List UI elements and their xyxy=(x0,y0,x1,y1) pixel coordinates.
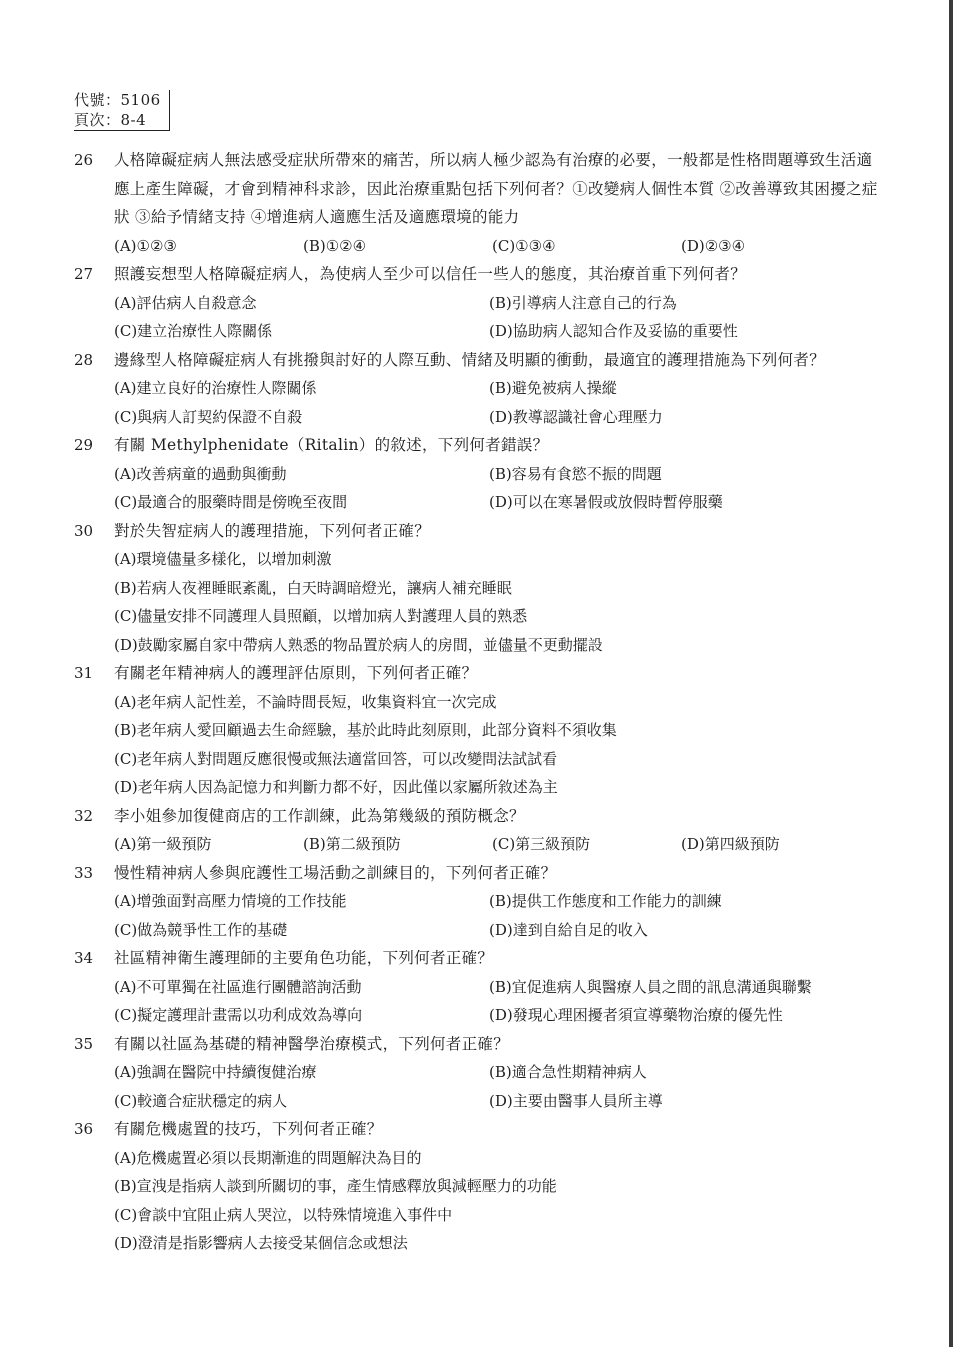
option-b: (B)避免被病人操縱 xyxy=(489,379,617,397)
option-row xyxy=(114,602,884,631)
option-row xyxy=(114,317,884,346)
option-c: (C)建立治療性人際關係 xyxy=(114,322,273,340)
question-list xyxy=(74,146,884,1258)
option-c: (C)做為競爭性工作的基礎 xyxy=(114,920,288,939)
option-d: (D)②③④ xyxy=(681,236,746,255)
question-number: 34 xyxy=(74,949,94,967)
option-d: (D)發現心理困擾者須宣導藥物治療的優先性 xyxy=(489,1006,783,1024)
option-row xyxy=(114,289,884,318)
option-d: (D)澄清是指影響病人去接受某個信念或想法 xyxy=(114,1234,408,1252)
option-row xyxy=(114,232,884,261)
question-32 xyxy=(74,802,884,859)
question-stem: 人格障礙症病人無法感受症狀所帶來的痛苦，所以病人極少認為有治療的必要，一般都是性格問題導致生活適應上產生障礙，才會到精神科求診，因此治療重點包括下列何者？①改變病人個性本質 ②改善導致其困擾之症狀 ③給予情緒支持 ④增進病人適應生活及適應環境的能力 xyxy=(114,151,878,226)
option-d: (D)老年病人因為記憶力和判斷力都不好，因此僅以家屬所敘述為主 xyxy=(114,778,558,796)
option-row xyxy=(114,1001,884,1030)
question-34 xyxy=(74,944,884,1030)
option-row xyxy=(114,887,884,916)
option-b: (B)老年病人愛回顧過去生命經驗，基於此時此刻原則，此部分資料不須收集 xyxy=(114,721,617,739)
option-a: (A)老年病人記性差，不論時間長短，收集資料宜一次完成 xyxy=(114,692,497,711)
question-26 xyxy=(74,146,884,260)
option-row xyxy=(114,1201,884,1230)
option-a: (A)評估病人自殺意念 xyxy=(114,293,257,312)
option-row xyxy=(114,460,884,489)
option-b: (B)第二級預防 xyxy=(303,835,401,853)
option-b: (B)適合急性期精神病人 xyxy=(489,1063,647,1081)
option-b: (B)提供工作態度和工作能力的訓練 xyxy=(489,892,722,910)
option-a: (A)改善病童的過動與衝動 xyxy=(114,464,287,483)
question-35 xyxy=(74,1030,884,1116)
option-row xyxy=(114,1144,884,1173)
option-c: (C)老年病人對問題反應很慢或無法適當回答，可以改變問法試試看 xyxy=(114,749,558,768)
option-d: (D)第四級預防 xyxy=(681,835,780,853)
option-row xyxy=(114,830,884,859)
question-number: 29 xyxy=(74,436,94,454)
option-row xyxy=(114,1229,884,1258)
option-row xyxy=(114,374,884,403)
option-row xyxy=(114,773,884,802)
option-d: (D)達到自給自足的收入 xyxy=(489,920,648,939)
option-c: (C)第三級預防 xyxy=(492,835,591,853)
option-a: (A)危機處置必須以長期漸進的問題解決為目的 xyxy=(114,1148,422,1167)
question-33 xyxy=(74,859,884,945)
question-number: 33 xyxy=(74,863,94,882)
option-b: (B)宜促進病人與醫療人員之間的訊息溝通與聯繫 xyxy=(489,977,812,996)
question-stem: 慢性精神病人參與庇護性工場活動之訓練目的，下列何者正確？ xyxy=(114,863,557,882)
option-a: (A)環境儘量多樣化，以增加刺激 xyxy=(114,550,332,568)
option-row xyxy=(114,545,884,574)
option-b: (B)容易有食慾不振的問題 xyxy=(489,464,662,483)
page-number: 頁次：8-4 xyxy=(74,111,147,129)
option-a: (A)強調在醫院中持續復健治療 xyxy=(114,1063,317,1081)
question-31 xyxy=(74,659,884,802)
question-30 xyxy=(74,517,884,660)
question-number: 27 xyxy=(74,265,94,283)
question-number: 31 xyxy=(74,664,94,682)
option-row xyxy=(114,488,884,517)
option-d: (D)可以在寒暑假或放假時暫停服藥 xyxy=(489,493,723,511)
question-36 xyxy=(74,1115,884,1258)
option-b: (B)若病人夜裡睡眠紊亂，白天時調暗燈光，讓病人補充睡眠 xyxy=(114,578,512,597)
question-number: 36 xyxy=(74,1120,94,1138)
option-a: (A)不可單獨在社區進行團體諮詢活動 xyxy=(114,977,362,996)
option-d: (D)主要由醫事人員所主導 xyxy=(489,1091,663,1110)
option-row xyxy=(114,403,884,432)
question-stem: 照護妄想型人格障礙症病人，為使病人至少可以信任一些人的態度，其治療首重下列何者？ xyxy=(114,265,747,283)
question-stem: 有關以社區為基礎的精神醫學治療模式，下列何者正確？ xyxy=(114,1034,510,1053)
question-stem: 有關老年精神病人的護理評估原則，下列何者正確？ xyxy=(114,664,478,682)
question-stem: 社區精神衛生護理師的主要角色功能，下列何者正確？ xyxy=(114,949,494,967)
option-b: (B)宣洩是指病人談到所關切的事，產生情感釋放與減輕壓力的功能 xyxy=(114,1177,557,1195)
option-c: (C)①③④ xyxy=(492,236,556,255)
question-number: 32 xyxy=(74,806,94,825)
option-d: (D)教導認識社會心理壓力 xyxy=(489,407,663,426)
option-a: (A)建立良好的治療性人際關係 xyxy=(114,379,317,397)
option-c: (C)儘量安排不同護理人員照顧，以增加病人對護理人員的熟悉 xyxy=(114,607,528,625)
question-stem: 對於失智症病人的護理措施，下列何者正確？ xyxy=(114,521,431,540)
option-c: (C)會談中宜阻止病人哭泣，以特殊情境進入事件中 xyxy=(114,1205,453,1224)
option-c: (C)較適合症狀穩定的病人 xyxy=(114,1091,288,1110)
option-c: (C)擬定護理計畫需以功利成效為導向 xyxy=(114,1006,363,1024)
question-number: 28 xyxy=(74,350,94,369)
option-row xyxy=(114,631,884,660)
option-row xyxy=(114,688,884,717)
question-stem: 邊緣型人格障礙症病人有挑撥與討好的人際互動、情緒及明顯的衝動，最適宜的護理措施為下列何者？ xyxy=(114,350,826,369)
question-number: 30 xyxy=(74,521,94,540)
option-row xyxy=(114,973,884,1002)
option-c: (C)與病人訂契約保證不自殺 xyxy=(114,407,303,426)
option-row xyxy=(114,745,884,774)
page-edge xyxy=(949,0,953,1347)
option-row xyxy=(114,916,884,945)
question-28 xyxy=(74,346,884,432)
option-row xyxy=(114,574,884,603)
question-stem: 有關危機處置的技巧，下列何者正確？ xyxy=(114,1120,383,1138)
option-row xyxy=(114,1058,884,1087)
option-a: (A)①②③ xyxy=(114,236,177,255)
option-a: (A)第一級預防 xyxy=(114,835,212,853)
question-number: 26 xyxy=(74,151,94,169)
option-a: (A)增強面對高壓力情境的工作技能 xyxy=(114,892,347,910)
question-stem: 有關 Methylphenidate（Ritalin）的敘述，下列何者錯誤？ xyxy=(114,436,549,454)
option-row xyxy=(114,716,884,745)
question-stem: 李小姐參加復健商店的工作訓練，此為第幾級的預防概念？ xyxy=(114,806,525,825)
option-row xyxy=(114,1087,884,1116)
exam-code: 代號：5106 xyxy=(74,91,161,109)
option-d: (D)協助病人認知合作及妥協的重要性 xyxy=(489,322,738,340)
question-29 xyxy=(74,431,884,517)
question-27 xyxy=(74,260,884,346)
question-number: 35 xyxy=(74,1034,94,1053)
option-d: (D)鼓勵家屬自家中帶病人熟悉的物品置於病人的房間，並儘量不更動擺設 xyxy=(114,635,603,654)
option-b: (B)引導病人注意自己的行為 xyxy=(489,293,677,312)
option-b: (B)①②④ xyxy=(303,236,367,255)
page-header xyxy=(74,90,170,131)
option-c: (C)最適合的服藥時間是傍晚至夜間 xyxy=(114,493,348,511)
option-row xyxy=(114,1172,884,1201)
